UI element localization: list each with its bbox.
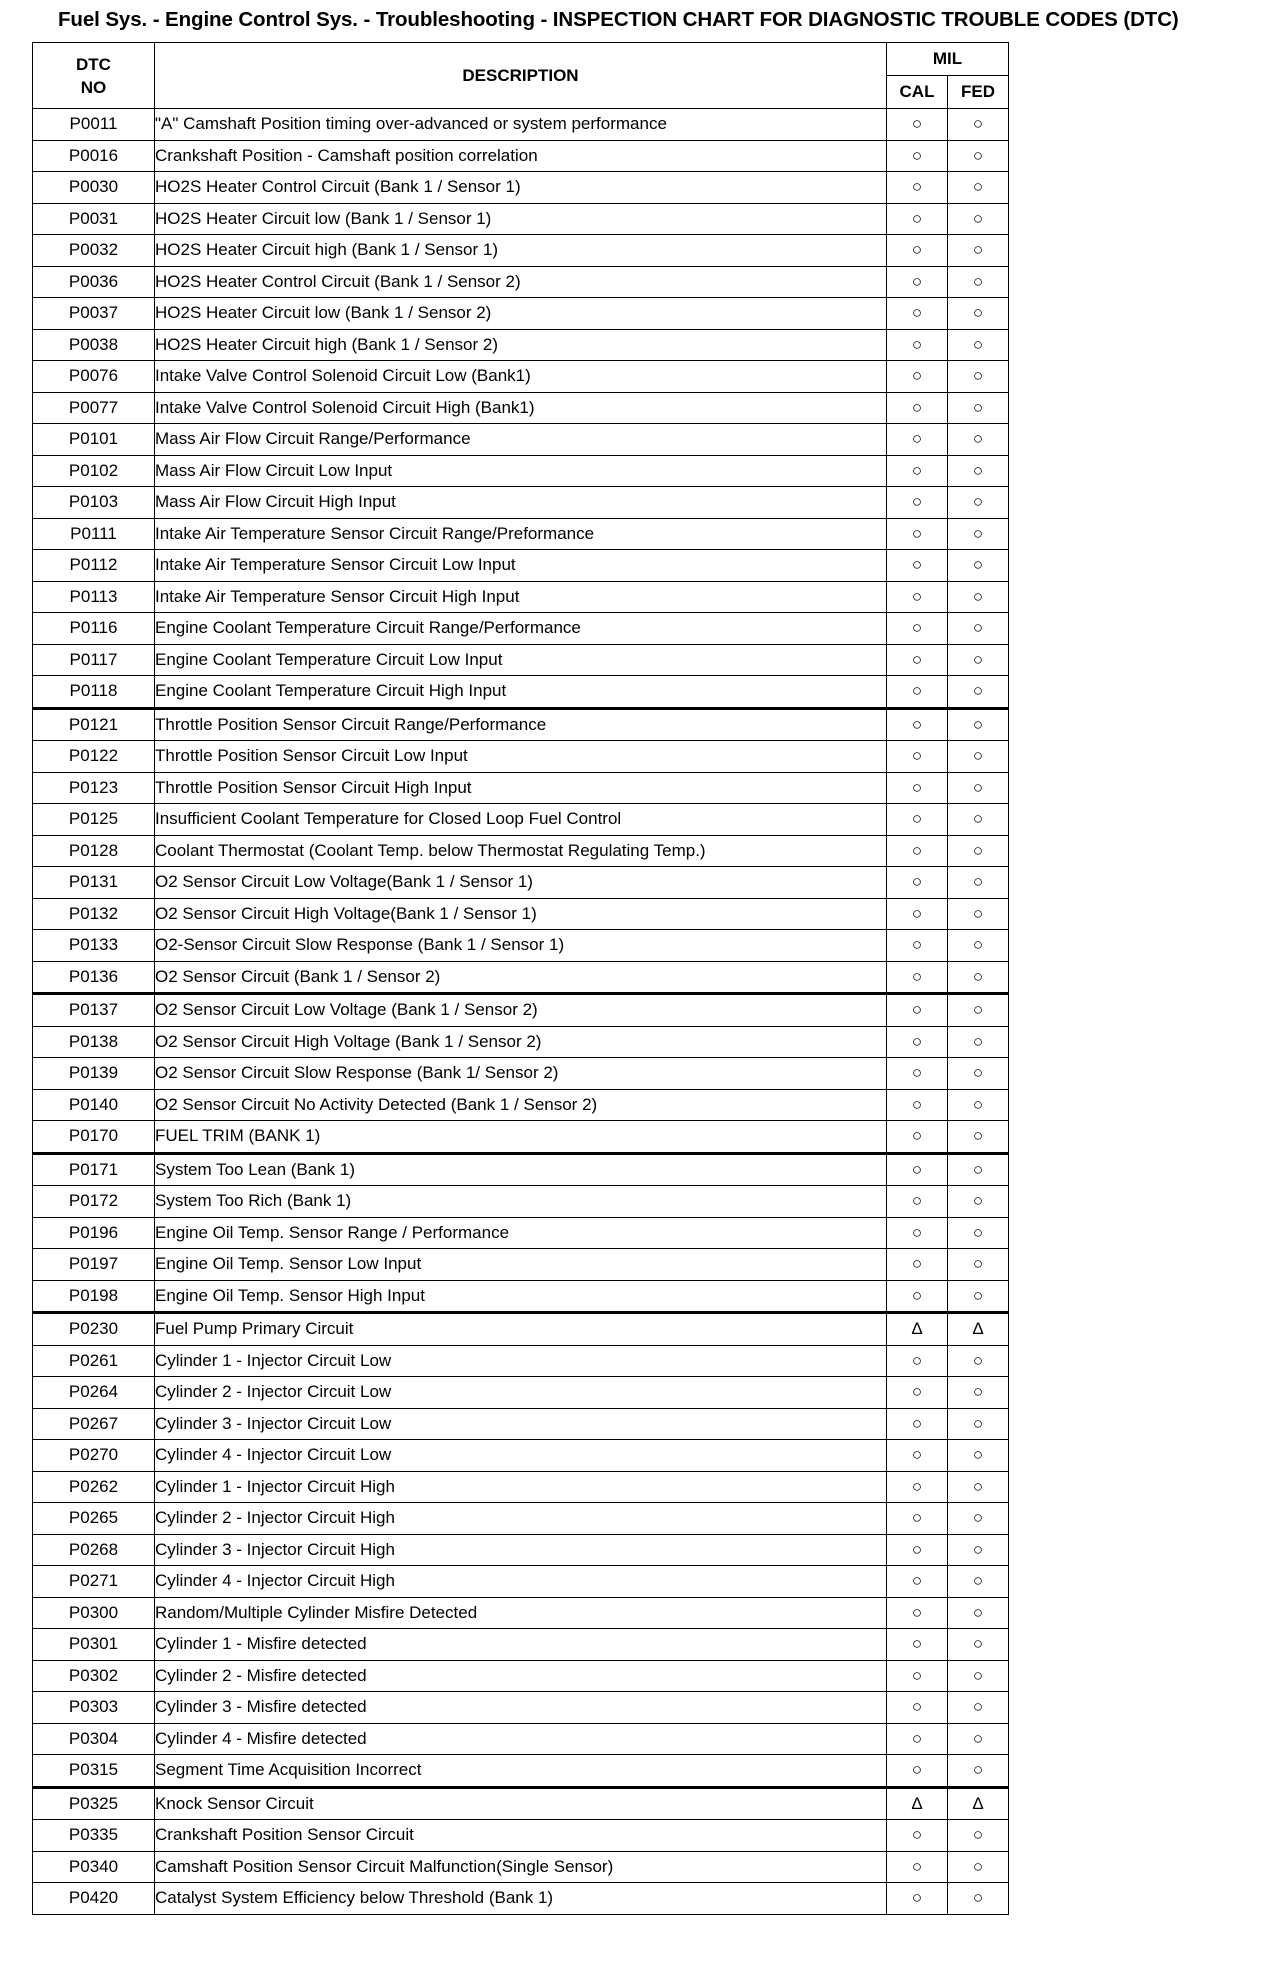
- dtc-code: P0268: [33, 1534, 155, 1566]
- fed-mil-indicator: ○: [948, 930, 1009, 962]
- dtc-code: P0302: [33, 1660, 155, 1692]
- dtc-code: P0101: [33, 424, 155, 456]
- table-row: [33, 1692, 1009, 1724]
- fed-mil-indicator: ○: [948, 1153, 1009, 1186]
- cal-mil-indicator: ○: [887, 1217, 948, 1249]
- cal-mil-indicator: ○: [887, 961, 948, 994]
- table-row: [33, 1534, 1009, 1566]
- dtc-code: P0270: [33, 1440, 155, 1472]
- cal-mil-indicator: ○: [887, 867, 948, 899]
- fed-mil-indicator: ○: [948, 644, 1009, 676]
- fed-mil-indicator: ○: [948, 898, 1009, 930]
- dtc-description: Insufficient Coolant Temperature for Closed Loop Fuel Control: [155, 804, 887, 836]
- fed-mil-indicator: ○: [948, 1851, 1009, 1883]
- fed-mil-indicator: ○: [948, 172, 1009, 204]
- fed-mil-indicator: Δ: [948, 1313, 1009, 1346]
- dtc-description: Cylinder 3 - Injector Circuit Low: [155, 1408, 887, 1440]
- fed-mil-indicator: ○: [948, 1186, 1009, 1218]
- fed-mil-indicator: ○: [948, 1471, 1009, 1503]
- fed-mil-indicator: ○: [948, 804, 1009, 836]
- dtc-code: P0076: [33, 361, 155, 393]
- description-header: DESCRIPTION: [155, 43, 887, 109]
- dtc-description: "A" Camshaft Position timing over-advanced or system performance: [155, 109, 887, 141]
- fed-mil-indicator: ○: [948, 1820, 1009, 1852]
- dtc-code: P0103: [33, 487, 155, 519]
- cal-mil-indicator: ○: [887, 1755, 948, 1788]
- cal-mil-indicator: ○: [887, 1280, 948, 1313]
- dtc-code: P0111: [33, 518, 155, 550]
- dtc-code: P0301: [33, 1629, 155, 1661]
- dtc-code: P0121: [33, 708, 155, 741]
- table-row: [33, 1787, 1009, 1820]
- cal-mil-indicator: ○: [887, 930, 948, 962]
- cal-mil-indicator: ○: [887, 708, 948, 741]
- fed-mil-indicator: ○: [948, 581, 1009, 613]
- dtc-code: P0136: [33, 961, 155, 994]
- cal-mil-indicator: ○: [887, 1377, 948, 1409]
- table-row: [33, 172, 1009, 204]
- table-row: [33, 1820, 1009, 1852]
- dtc-description: Intake Air Temperature Sensor Circuit Range/Preformance: [155, 518, 887, 550]
- cal-mil-indicator: ○: [887, 1471, 948, 1503]
- cal-mil-indicator: ○: [887, 1121, 948, 1154]
- dtc-description: O2 Sensor Circuit Low Voltage (Bank 1 / Sensor 2): [155, 994, 887, 1027]
- cal-mil-indicator: ○: [887, 1534, 948, 1566]
- fed-mil-indicator: ○: [948, 1217, 1009, 1249]
- dtc-description: Intake Valve Control Solenoid Circuit Low (Bank1): [155, 361, 887, 393]
- fed-mil-indicator: ○: [948, 361, 1009, 393]
- cal-mil-indicator: ○: [887, 898, 948, 930]
- cal-mil-indicator: ○: [887, 329, 948, 361]
- dtc-description: Throttle Position Sensor Circuit Low Input: [155, 741, 887, 773]
- dtc-code: P0038: [33, 329, 155, 361]
- dtc-code: P0131: [33, 867, 155, 899]
- table-row: [33, 140, 1009, 172]
- dtc-code: P0265: [33, 1503, 155, 1535]
- dtc-description: Cylinder 1 - Injector Circuit High: [155, 1471, 887, 1503]
- dtc-description: Cylinder 1 - Injector Circuit Low: [155, 1345, 887, 1377]
- fed-mil-indicator: ○: [948, 392, 1009, 424]
- cal-mil-indicator: ○: [887, 235, 948, 267]
- dtc-code: P0128: [33, 835, 155, 867]
- cal-mil-indicator: ○: [887, 1503, 948, 1535]
- cal-mil-indicator: Δ: [887, 1313, 948, 1346]
- fed-mil-indicator: ○: [948, 424, 1009, 456]
- dtc-description: HO2S Heater Circuit high (Bank 1 / Sensor 2): [155, 329, 887, 361]
- dtc-code: P0300: [33, 1597, 155, 1629]
- dtc-code: P0198: [33, 1280, 155, 1313]
- fed-mil-indicator: ○: [948, 1280, 1009, 1313]
- dtc-code: P0196: [33, 1217, 155, 1249]
- dtc-code: P0230: [33, 1313, 155, 1346]
- table-row: [33, 961, 1009, 994]
- dtc-description: System Too Rich (Bank 1): [155, 1186, 887, 1218]
- fed-mil-indicator: ○: [948, 1755, 1009, 1788]
- table-row: [33, 1597, 1009, 1629]
- dtc-code: P0325: [33, 1787, 155, 1820]
- cal-mil-indicator: ○: [887, 1058, 948, 1090]
- table-row: [33, 1026, 1009, 1058]
- dtc-description: Engine Oil Temp. Sensor High Input: [155, 1280, 887, 1313]
- fed-mil-indicator: ○: [948, 1026, 1009, 1058]
- dtc-description: O2 Sensor Circuit High Voltage (Bank 1 / Sensor 2): [155, 1026, 887, 1058]
- dtc-description: O2 Sensor Circuit No Activity Detected (Bank 1 / Sensor 2): [155, 1089, 887, 1121]
- dtc-code: P0036: [33, 266, 155, 298]
- table-row: [33, 1377, 1009, 1409]
- cal-mil-indicator: ○: [887, 1851, 948, 1883]
- dtc-code: P0113: [33, 581, 155, 613]
- dtc-code: P0031: [33, 203, 155, 235]
- dtc-code: P0030: [33, 172, 155, 204]
- cal-mil-indicator: ○: [887, 1660, 948, 1692]
- fed-mil-indicator: ○: [948, 235, 1009, 267]
- fed-mil-indicator: ○: [948, 1534, 1009, 1566]
- table-row: [33, 329, 1009, 361]
- table-row: [33, 1629, 1009, 1661]
- dtc-no-header-line1: DTC: [76, 54, 111, 74]
- dtc-description: HO2S Heater Circuit low (Bank 1 / Sensor 2): [155, 298, 887, 330]
- dtc-description: O2 Sensor Circuit Low Voltage(Bank 1 / Sensor 1): [155, 867, 887, 899]
- dtc-code: P0077: [33, 392, 155, 424]
- table-row: [33, 1313, 1009, 1346]
- fed-mil-indicator: ○: [948, 1058, 1009, 1090]
- table-row: [33, 487, 1009, 519]
- table-row: [33, 550, 1009, 582]
- table-row: [33, 455, 1009, 487]
- fed-mil-indicator: ○: [948, 518, 1009, 550]
- table-row: [33, 1660, 1009, 1692]
- dtc-code: P0262: [33, 1471, 155, 1503]
- dtc-description: O2 Sensor Circuit (Bank 1 / Sensor 2): [155, 961, 887, 994]
- dtc-code: P0171: [33, 1153, 155, 1186]
- fed-mil-indicator: Δ: [948, 1787, 1009, 1820]
- dtc-description: HO2S Heater Control Circuit (Bank 1 / Sensor 1): [155, 172, 887, 204]
- cal-mil-indicator: ○: [887, 487, 948, 519]
- fed-mil-indicator: ○: [948, 772, 1009, 804]
- table-row: [33, 1089, 1009, 1121]
- cal-mil-indicator: ○: [887, 613, 948, 645]
- cal-mil-indicator: ○: [887, 1629, 948, 1661]
- dtc-code: P0116: [33, 613, 155, 645]
- cal-mil-indicator: ○: [887, 994, 948, 1027]
- cal-header: CAL: [887, 76, 948, 109]
- dtc-no-header: [33, 43, 155, 109]
- fed-mil-indicator: ○: [948, 1660, 1009, 1692]
- cal-mil-indicator: ○: [887, 550, 948, 582]
- dtc-description: HO2S Heater Circuit low (Bank 1 / Sensor 1): [155, 203, 887, 235]
- cal-mil-indicator: Δ: [887, 1787, 948, 1820]
- dtc-description: Engine Coolant Temperature Circuit Low Input: [155, 644, 887, 676]
- fed-mil-indicator: ○: [948, 266, 1009, 298]
- table-row: [33, 772, 1009, 804]
- table-row: [33, 676, 1009, 709]
- table-row: [33, 741, 1009, 773]
- dtc-description: HO2S Heater Control Circuit (Bank 1 / Sensor 2): [155, 266, 887, 298]
- fed-mil-indicator: ○: [948, 867, 1009, 899]
- dtc-code: P0032: [33, 235, 155, 267]
- mil-header: MIL: [887, 43, 1009, 76]
- table-row: [33, 835, 1009, 867]
- fed-mil-indicator: ○: [948, 1089, 1009, 1121]
- fed-mil-indicator: ○: [948, 109, 1009, 141]
- dtc-description: Throttle Position Sensor Circuit Range/Performance: [155, 708, 887, 741]
- dtc-code: P0102: [33, 455, 155, 487]
- dtc-code: P0112: [33, 550, 155, 582]
- table-row: [33, 1058, 1009, 1090]
- fed-mil-indicator: ○: [948, 1345, 1009, 1377]
- cal-mil-indicator: ○: [887, 1723, 948, 1755]
- page-title: Fuel Sys. - Engine Control Sys. - Troubleshooting - INSPECTION CHART FOR DIAGNOSTIC TROUBLE CODES (DTC): [58, 8, 1179, 31]
- dtc-description: System Too Lean (Bank 1): [155, 1153, 887, 1186]
- dtc-description: Engine Oil Temp. Sensor Range / Performance: [155, 1217, 887, 1249]
- cal-mil-indicator: ○: [887, 172, 948, 204]
- cal-mil-indicator: ○: [887, 1026, 948, 1058]
- dtc-description: Intake Air Temperature Sensor Circuit Low Input: [155, 550, 887, 582]
- fed-mil-indicator: ○: [948, 835, 1009, 867]
- table-row: [33, 1217, 1009, 1249]
- dtc-description: Crankshaft Position Sensor Circuit: [155, 1820, 887, 1852]
- dtc-description: Crankshaft Position - Camshaft position correlation: [155, 140, 887, 172]
- dtc-code: P0267: [33, 1408, 155, 1440]
- table-row: [33, 1755, 1009, 1788]
- table-row: [33, 518, 1009, 550]
- cal-mil-indicator: ○: [887, 1249, 948, 1281]
- dtc-code: P0123: [33, 772, 155, 804]
- fed-mil-indicator: ○: [948, 1503, 1009, 1535]
- cal-mil-indicator: ○: [887, 1408, 948, 1440]
- dtc-description: Mass Air Flow Circuit High Input: [155, 487, 887, 519]
- table-row: [33, 1280, 1009, 1313]
- dtc-code: P0420: [33, 1883, 155, 1915]
- table-row: [33, 1566, 1009, 1598]
- fed-mil-indicator: ○: [948, 994, 1009, 1027]
- cal-mil-indicator: ○: [887, 835, 948, 867]
- dtc-code: P0340: [33, 1851, 155, 1883]
- dtc-code: P0315: [33, 1755, 155, 1788]
- table-row: [33, 804, 1009, 836]
- dtc-description: O2-Sensor Circuit Slow Response (Bank 1 / Sensor 1): [155, 930, 887, 962]
- fed-mil-indicator: ○: [948, 298, 1009, 330]
- table-row: [33, 1186, 1009, 1218]
- table-row: [33, 1153, 1009, 1186]
- table-row: [33, 235, 1009, 267]
- dtc-description: Random/Multiple Cylinder Misfire Detected: [155, 1597, 887, 1629]
- dtc-description: Cylinder 3 - Injector Circuit High: [155, 1534, 887, 1566]
- dtc-code: P0170: [33, 1121, 155, 1154]
- fed-mil-indicator: ○: [948, 1597, 1009, 1629]
- cal-mil-indicator: ○: [887, 424, 948, 456]
- cal-mil-indicator: ○: [887, 140, 948, 172]
- dtc-code: P0137: [33, 994, 155, 1027]
- dtc-code: P0140: [33, 1089, 155, 1121]
- table-row: [33, 298, 1009, 330]
- table-row: [33, 867, 1009, 899]
- fed-mil-indicator: ○: [948, 1723, 1009, 1755]
- dtc-code: P0139: [33, 1058, 155, 1090]
- table-row: [33, 930, 1009, 962]
- cal-mil-indicator: ○: [887, 1153, 948, 1186]
- fed-mil-indicator: ○: [948, 1883, 1009, 1915]
- cal-mil-indicator: ○: [887, 1345, 948, 1377]
- table-row: [33, 361, 1009, 393]
- fed-mil-indicator: ○: [948, 203, 1009, 235]
- cal-mil-indicator: ○: [887, 1597, 948, 1629]
- table-row: [33, 1440, 1009, 1472]
- cal-mil-indicator: ○: [887, 741, 948, 773]
- fed-mil-indicator: ○: [948, 329, 1009, 361]
- dtc-code: P0016: [33, 140, 155, 172]
- dtc-description: Coolant Thermostat (Coolant Temp. below Thermostat Regulating Temp.): [155, 835, 887, 867]
- dtc-description: Intake Air Temperature Sensor Circuit High Input: [155, 581, 887, 613]
- dtc-code: P0118: [33, 676, 155, 709]
- dtc-code: P0304: [33, 1723, 155, 1755]
- table-row: [33, 1345, 1009, 1377]
- fed-header: FED: [948, 76, 1009, 109]
- dtc-description: Engine Coolant Temperature Circuit High Input: [155, 676, 887, 709]
- fed-mil-indicator: ○: [948, 1377, 1009, 1409]
- dtc-description: Cylinder 2 - Injector Circuit High: [155, 1503, 887, 1535]
- dtc-code: P0132: [33, 898, 155, 930]
- cal-mil-indicator: ○: [887, 1883, 948, 1915]
- table-row: [33, 613, 1009, 645]
- dtc-description: Segment Time Acquisition Incorrect: [155, 1755, 887, 1788]
- table-row: [33, 1723, 1009, 1755]
- cal-mil-indicator: ○: [887, 203, 948, 235]
- table-row: [33, 1851, 1009, 1883]
- fed-mil-indicator: ○: [948, 741, 1009, 773]
- fed-mil-indicator: ○: [948, 1692, 1009, 1724]
- dtc-description: Mass Air Flow Circuit Low Input: [155, 455, 887, 487]
- table-row: [33, 1883, 1009, 1915]
- table-row: [33, 1471, 1009, 1503]
- cal-mil-indicator: ○: [887, 676, 948, 709]
- dtc-code: P0172: [33, 1186, 155, 1218]
- cal-mil-indicator: ○: [887, 1692, 948, 1724]
- cal-mil-indicator: ○: [887, 1820, 948, 1852]
- table-row: [33, 1503, 1009, 1535]
- table-row: [33, 424, 1009, 456]
- dtc-code: P0133: [33, 930, 155, 962]
- cal-mil-indicator: ○: [887, 1440, 948, 1472]
- dtc-table-body: [33, 109, 1009, 1915]
- table-row: [33, 644, 1009, 676]
- dtc-description: FUEL TRIM (BANK 1): [155, 1121, 887, 1154]
- fed-mil-indicator: ○: [948, 455, 1009, 487]
- dtc-description: Cylinder 4 - Misfire detected: [155, 1723, 887, 1755]
- dtc-code: P0335: [33, 1820, 155, 1852]
- dtc-code: P0261: [33, 1345, 155, 1377]
- dtc-code: P0037: [33, 298, 155, 330]
- table-row: [33, 266, 1009, 298]
- table-row: [33, 1121, 1009, 1154]
- fed-mil-indicator: ○: [948, 140, 1009, 172]
- dtc-description: HO2S Heater Circuit high (Bank 1 / Sensor 1): [155, 235, 887, 267]
- cal-mil-indicator: ○: [887, 772, 948, 804]
- dtc-description: Cylinder 2 - Injector Circuit Low: [155, 1377, 887, 1409]
- fed-mil-indicator: ○: [948, 487, 1009, 519]
- dtc-description: Fuel Pump Primary Circuit: [155, 1313, 887, 1346]
- fed-mil-indicator: ○: [948, 550, 1009, 582]
- fed-mil-indicator: ○: [948, 1629, 1009, 1661]
- dtc-description: O2 Sensor Circuit Slow Response (Bank 1/ Sensor 2): [155, 1058, 887, 1090]
- dtc-description: Engine Coolant Temperature Circuit Range/Performance: [155, 613, 887, 645]
- dtc-description: Cylinder 3 - Misfire detected: [155, 1692, 887, 1724]
- fed-mil-indicator: ○: [948, 961, 1009, 994]
- dtc-description: Camshaft Position Sensor Circuit Malfunction(Single Sensor): [155, 1851, 887, 1883]
- dtc-code: P0197: [33, 1249, 155, 1281]
- fed-mil-indicator: ○: [948, 676, 1009, 709]
- dtc-description: Cylinder 1 - Misfire detected: [155, 1629, 887, 1661]
- dtc-no-header-line2: NO: [80, 77, 107, 97]
- cal-mil-indicator: ○: [887, 1186, 948, 1218]
- dtc-code: P0117: [33, 644, 155, 676]
- dtc-description: Intake Valve Control Solenoid Circuit High (Bank1): [155, 392, 887, 424]
- table-row: [33, 898, 1009, 930]
- fed-mil-indicator: ○: [948, 1121, 1009, 1154]
- dtc-code: P0125: [33, 804, 155, 836]
- dtc-code: P0303: [33, 1692, 155, 1724]
- fed-mil-indicator: ○: [948, 1249, 1009, 1281]
- cal-mil-indicator: ○: [887, 1089, 948, 1121]
- dtc-description: Engine Oil Temp. Sensor Low Input: [155, 1249, 887, 1281]
- table-row: [33, 1408, 1009, 1440]
- dtc-description: Knock Sensor Circuit: [155, 1787, 887, 1820]
- cal-mil-indicator: ○: [887, 804, 948, 836]
- dtc-description: Mass Air Flow Circuit Range/Performance: [155, 424, 887, 456]
- cal-mil-indicator: ○: [887, 298, 948, 330]
- cal-mil-indicator: ○: [887, 518, 948, 550]
- cal-mil-indicator: ○: [887, 644, 948, 676]
- cal-mil-indicator: ○: [887, 109, 948, 141]
- fed-mil-indicator: ○: [948, 1440, 1009, 1472]
- dtc-code: P0011: [33, 109, 155, 141]
- dtc-description: Cylinder 2 - Misfire detected: [155, 1660, 887, 1692]
- table-row: [33, 203, 1009, 235]
- dtc-description: Cylinder 4 - Injector Circuit Low: [155, 1440, 887, 1472]
- cal-mil-indicator: ○: [887, 581, 948, 613]
- dtc-code: P0271: [33, 1566, 155, 1598]
- table-row: [33, 994, 1009, 1027]
- dtc-description: Throttle Position Sensor Circuit High Input: [155, 772, 887, 804]
- table-row: [33, 708, 1009, 741]
- cal-mil-indicator: ○: [887, 361, 948, 393]
- cal-mil-indicator: ○: [887, 392, 948, 424]
- fed-mil-indicator: ○: [948, 708, 1009, 741]
- table-row: [33, 392, 1009, 424]
- dtc-code: P0264: [33, 1377, 155, 1409]
- cal-mil-indicator: ○: [887, 1566, 948, 1598]
- cal-mil-indicator: ○: [887, 455, 948, 487]
- dtc-code: P0138: [33, 1026, 155, 1058]
- dtc-inspection-table: [32, 42, 1009, 1915]
- fed-mil-indicator: ○: [948, 1408, 1009, 1440]
- table-row: [33, 581, 1009, 613]
- dtc-description: Cylinder 4 - Injector Circuit High: [155, 1566, 887, 1598]
- dtc-code: P0122: [33, 741, 155, 773]
- dtc-description: O2 Sensor Circuit High Voltage(Bank 1 / Sensor 1): [155, 898, 887, 930]
- fed-mil-indicator: ○: [948, 1566, 1009, 1598]
- fed-mil-indicator: ○: [948, 613, 1009, 645]
- cal-mil-indicator: ○: [887, 266, 948, 298]
- table-row: [33, 1249, 1009, 1281]
- dtc-description: Catalyst System Efficiency below Threshold (Bank 1): [155, 1883, 887, 1915]
- table-row: [33, 109, 1009, 141]
